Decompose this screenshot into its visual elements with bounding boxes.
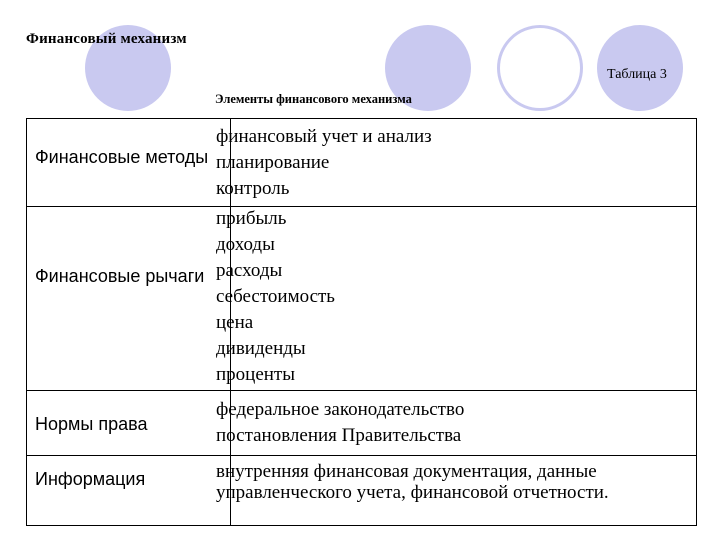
row-item: дивиденды [216,338,306,359]
row-item: федеральное законодательство [216,399,465,420]
row-item: себестоимость [216,286,335,307]
row-label: Информация [35,469,146,489]
row-divider [27,390,696,391]
row-divider [27,455,696,456]
row-items [216,124,696,202]
row-items [216,206,696,388]
elements-table [26,118,697,526]
row-item: постановления Правительства [216,425,462,446]
row-item: цена [216,312,254,333]
row-item: расходы [216,260,283,281]
row-item: планирование [216,152,330,173]
row-items [216,397,696,449]
row-item: прибыль [216,208,287,229]
row-label: Финансовые методы [35,147,209,167]
row-item: внутренняя финансовая документация, данные управленческого учета, финансовой отчетности. [216,461,609,503]
row-item: контроль [216,178,290,199]
row-item: доходы [216,234,275,255]
table-number: Таблица 3 [607,67,667,82]
slide-title: Финансовый механизм [26,31,187,47]
table-caption: Элементы финансового механизма [215,92,412,106]
row-label: Финансовые рычаги [35,266,205,286]
row-item: финансовый учет и анализ [216,126,432,147]
row-item: проценты [216,364,296,385]
row-label: Нормы права [35,414,148,434]
row-items [216,461,696,503]
decorative-circle-outline [497,25,583,111]
